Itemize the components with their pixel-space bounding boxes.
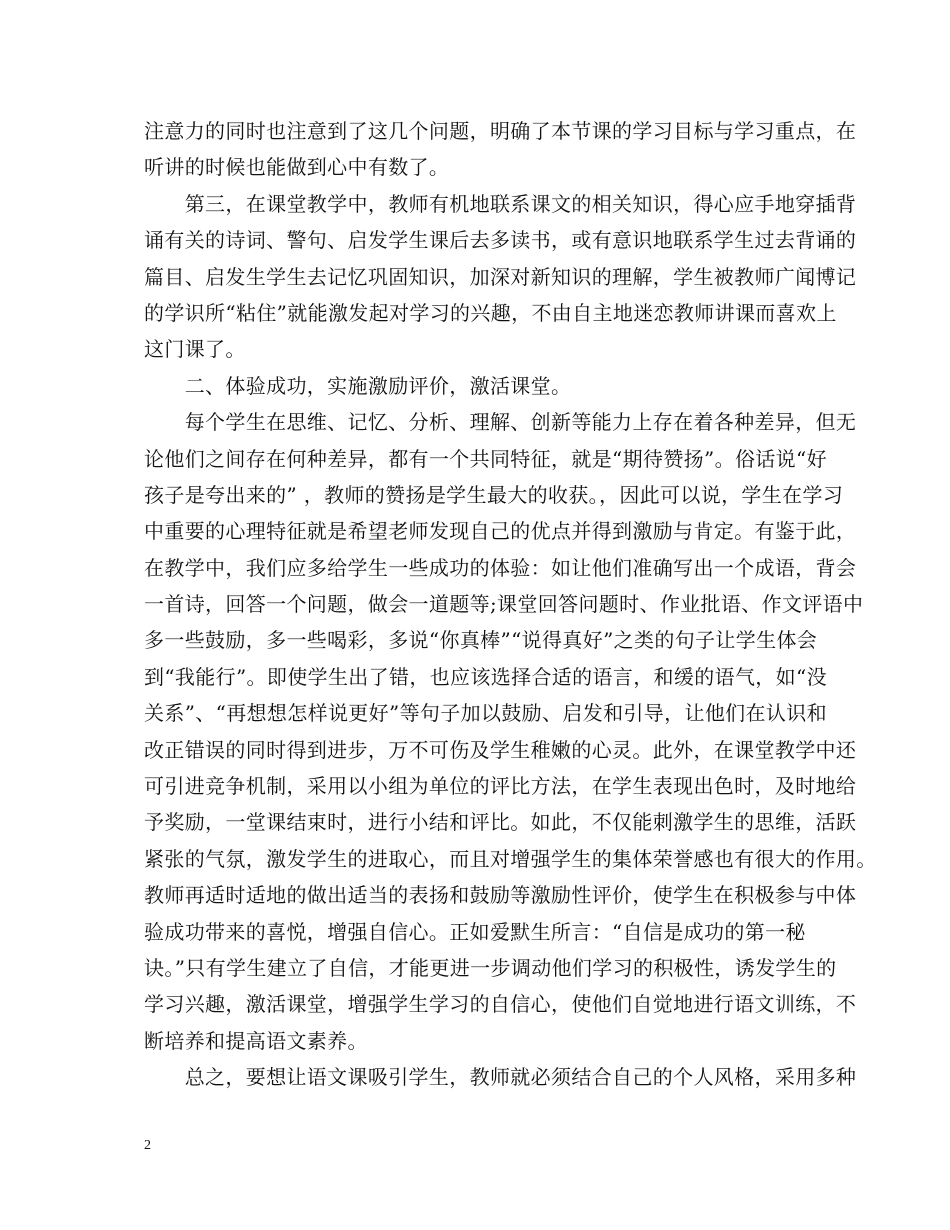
text-line: 紧张的气氛，激发学生的进取心，而且对增强学生的集体荣誉感也有很大的作用。 bbox=[144, 846, 877, 871]
text-line: 每个学生在思维、记忆、分析、理解、创新等能力上存在着各种差异，但无 bbox=[144, 410, 857, 435]
text-line: 改正错误的同时得到进步，万不可伤及学生稚嫩的心灵。此外，在课堂教学中还 bbox=[144, 737, 857, 762]
text-line: 断培养和提高语文素养。 bbox=[144, 1028, 368, 1053]
text-line: 注意力的同时也注意到了这几个问题，明确了本节课的学习目标与学习重点，在 bbox=[144, 119, 857, 143]
text-line: 诀。”只有学生建立了自信，才能更进一步调动他们学习的积极性，诱发学生的 bbox=[144, 955, 837, 980]
text-line: 学习兴趣，激活课堂，增强学生学习的自信心，使他们自觉地进行语文训练，不 bbox=[144, 992, 857, 1017]
text-line: 这门课了。 bbox=[144, 337, 246, 362]
text-line: 的学识所“粘住”就能激发起对学习的兴趣，不由自主地迷恋教师讲课而喜欢上 bbox=[144, 300, 837, 325]
text-line: 听讲的时候也能做到心中有数了。 bbox=[144, 155, 450, 180]
text-line: 一首诗，回答一个问题，做会一道题等;课堂回答问题时、作业批语、作文评语中 bbox=[144, 592, 864, 617]
text-line: 可引进竞争机制，采用以小组为单位的评比方法，在学生表现出色时，及时地给 bbox=[144, 774, 857, 799]
text-line: 论他们之间存在何种差异，都有一个共同特征，就是“期待赞扬”。俗话说“好 bbox=[144, 446, 827, 471]
text-line: 到“我能行”。即使学生出了错，也应该选择合适的语言，和缓的语气，如“没 bbox=[144, 664, 827, 689]
text-line: 在教学中，我们应多给学生一些成功的体验：如让他们准确写出一个成语，背会 bbox=[144, 555, 857, 580]
page-number: 2 bbox=[144, 1138, 151, 1153]
text-line: 多一些鼓励，多一些喝彩，多说“你真棒”“说得真好”之类的句子让学生体会 bbox=[144, 628, 818, 653]
text-line: 篇目、启发生学生去记忆巩固知识，加深对新知识的理解，学生被教师广闻博记 bbox=[144, 264, 857, 289]
text-line: 予奖励，一堂课结束时，进行小结和评比。如此，不仅能刺激学生的思维，活跃 bbox=[144, 810, 857, 835]
text-line: 诵有关的诗词、警句、启发学生课后去多读书，或有意识地联系学生过去背诵的 bbox=[144, 228, 857, 253]
section-heading: 二、体验成功，实施激励评价，激活课堂。 bbox=[144, 373, 572, 398]
text-line: 关系”、“再想想怎样说更好”等句子加以鼓励、启发和引导，让他们在认识和 bbox=[144, 701, 827, 726]
text-line: 验成功带来的喜悦，增强自信心。正如爱默生所言：“自信是成功的第一秘 bbox=[144, 919, 806, 944]
text-line: 中重要的心理特征就是希望老师发现自己的优点并得到激励与肯定。有鉴于此， bbox=[144, 519, 857, 544]
body-text bbox=[144, 113, 877, 1096]
text-line: 总之，要想让语文课吸引学生，教师就必须结合自己的个人风格，采用多种 bbox=[144, 1065, 857, 1090]
text-line: 第三，在课堂教学中，教师有机地联系课文的相关知识，得心应手地穿插背 bbox=[144, 191, 857, 216]
text-line: 教师再适时适地的做出适当的表扬和鼓励等激励性评价，使学生在积极参与中体 bbox=[144, 883, 857, 908]
text-line: 孩子是夸出来的” ，教师的赞扬是学生最大的收获。，因此可以说，学生在学习 bbox=[144, 482, 844, 507]
